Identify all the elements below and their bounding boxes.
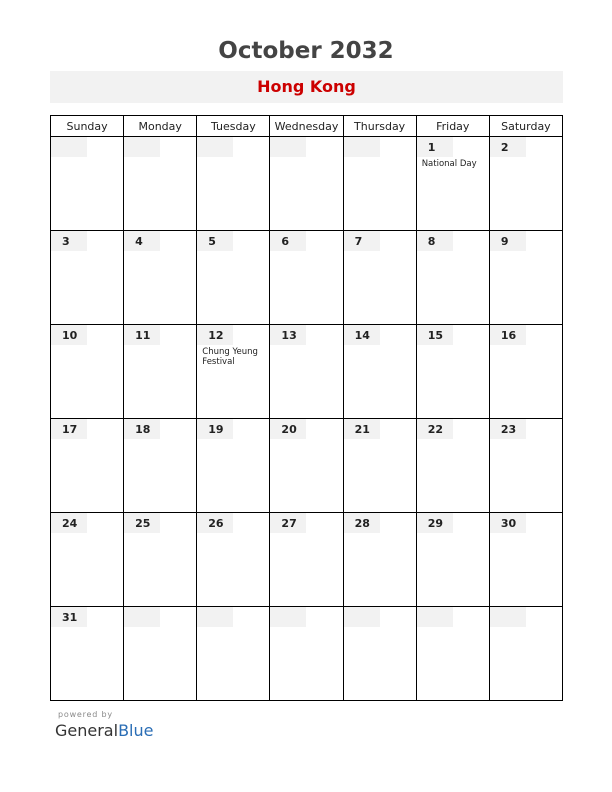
day-number <box>124 607 160 627</box>
calendar-day-cell <box>51 419 124 513</box>
calendar-day-cell <box>343 607 416 701</box>
calendar-day-cell <box>343 231 416 325</box>
weekday-thursday: Thursday <box>343 116 416 137</box>
calendar-week-row <box>51 513 563 607</box>
weekday-monday: Monday <box>124 116 197 137</box>
weekday-friday: Friday <box>416 116 489 137</box>
day-number <box>270 137 306 157</box>
weekday-saturday: Saturday <box>489 116 562 137</box>
holiday-label: National Day <box>421 159 477 169</box>
holiday-label: Chung Yeung Festival <box>202 347 258 367</box>
day-number: 16 <box>490 325 526 345</box>
calendar-day-cell <box>124 325 197 419</box>
powered-by-text: powered by <box>58 710 113 719</box>
brand-general-text: General <box>55 721 119 740</box>
brand-blue-text: Blue <box>118 721 154 740</box>
calendar-day-cell <box>416 231 489 325</box>
calendar-body <box>51 137 563 701</box>
day-number <box>197 607 233 627</box>
calendar-day-cell <box>51 607 124 701</box>
day-number: 17 <box>51 419 87 439</box>
calendar-day-cell <box>51 325 124 419</box>
day-number <box>417 607 453 627</box>
calendar-week-row <box>51 325 563 419</box>
calendar-day-cell <box>124 137 197 231</box>
calendar-day-cell <box>197 137 270 231</box>
calendar-day-cell <box>416 325 489 419</box>
calendar-week-row <box>51 231 563 325</box>
calendar-day-cell <box>416 607 489 701</box>
calendar-day-cell <box>124 231 197 325</box>
day-number <box>344 607 380 627</box>
day-number <box>344 137 380 157</box>
day-number: 25 <box>124 513 160 533</box>
day-number: 7 <box>344 231 380 251</box>
day-number <box>490 607 526 627</box>
weekday-header-row <box>51 116 563 137</box>
day-number: 31 <box>51 607 87 627</box>
weekday-tuesday: Tuesday <box>197 116 270 137</box>
calendar-day-cell <box>416 513 489 607</box>
day-number: 5 <box>197 231 233 251</box>
day-number: 10 <box>51 325 87 345</box>
day-number: 3 <box>51 231 87 251</box>
day-number: 18 <box>124 419 160 439</box>
calendar-day-cell <box>489 419 562 513</box>
day-number: 13 <box>270 325 306 345</box>
day-number: 6 <box>270 231 306 251</box>
day-number: 20 <box>270 419 306 439</box>
day-number <box>51 137 87 157</box>
day-number: 28 <box>344 513 380 533</box>
calendar-grid <box>50 115 563 701</box>
day-number: 9 <box>490 231 526 251</box>
calendar-day-cell <box>270 419 343 513</box>
calendar-day-cell <box>197 607 270 701</box>
day-number: 21 <box>344 419 380 439</box>
day-number <box>124 137 160 157</box>
day-number: 4 <box>124 231 160 251</box>
calendar-day-cell <box>197 231 270 325</box>
calendar-day-cell <box>124 513 197 607</box>
day-number: 1 <box>417 137 453 157</box>
weekday-wednesday: Wednesday <box>270 116 343 137</box>
generalblue-logo <box>55 721 153 740</box>
day-number: 22 <box>417 419 453 439</box>
calendar-day-cell <box>124 607 197 701</box>
calendar-week-row <box>51 607 563 701</box>
calendar-day-cell <box>51 137 124 231</box>
calendar-day-cell <box>489 231 562 325</box>
day-number: 30 <box>490 513 526 533</box>
day-number: 11 <box>124 325 160 345</box>
day-number: 26 <box>197 513 233 533</box>
day-number: 2 <box>490 137 526 157</box>
calendar-day-cell <box>197 513 270 607</box>
calendar-day-cell <box>124 419 197 513</box>
weekday-sunday: Sunday <box>51 116 124 137</box>
calendar-day-cell <box>416 137 489 231</box>
calendar-day-cell <box>51 513 124 607</box>
region-label: Hong Kong <box>50 71 563 103</box>
calendar-day-cell <box>270 231 343 325</box>
calendar-day-cell <box>270 607 343 701</box>
calendar-day-cell <box>270 325 343 419</box>
calendar-day-cell <box>489 513 562 607</box>
day-number <box>197 137 233 157</box>
day-number: 14 <box>344 325 380 345</box>
calendar-day-cell <box>197 419 270 513</box>
day-number <box>270 607 306 627</box>
day-number: 15 <box>417 325 453 345</box>
calendar-day-cell <box>51 231 124 325</box>
day-number: 23 <box>490 419 526 439</box>
day-number: 29 <box>417 513 453 533</box>
calendar-day-cell <box>270 513 343 607</box>
calendar-day-cell <box>416 419 489 513</box>
calendar-day-cell <box>197 325 270 419</box>
calendar-week-row <box>51 419 563 513</box>
calendar-day-cell <box>343 325 416 419</box>
day-number: 27 <box>270 513 306 533</box>
calendar-title: October 2032 <box>218 38 394 64</box>
day-number: 19 <box>197 419 233 439</box>
calendar-day-cell <box>489 137 562 231</box>
calendar-day-cell <box>343 419 416 513</box>
calendar-day-cell <box>343 137 416 231</box>
day-number: 24 <box>51 513 87 533</box>
calendar-day-cell <box>270 137 343 231</box>
day-number: 8 <box>417 231 453 251</box>
calendar-day-cell <box>343 513 416 607</box>
calendar-day-cell <box>489 607 562 701</box>
calendar-week-row <box>51 137 563 231</box>
calendar-day-cell <box>489 325 562 419</box>
day-number: 12 <box>197 325 233 345</box>
